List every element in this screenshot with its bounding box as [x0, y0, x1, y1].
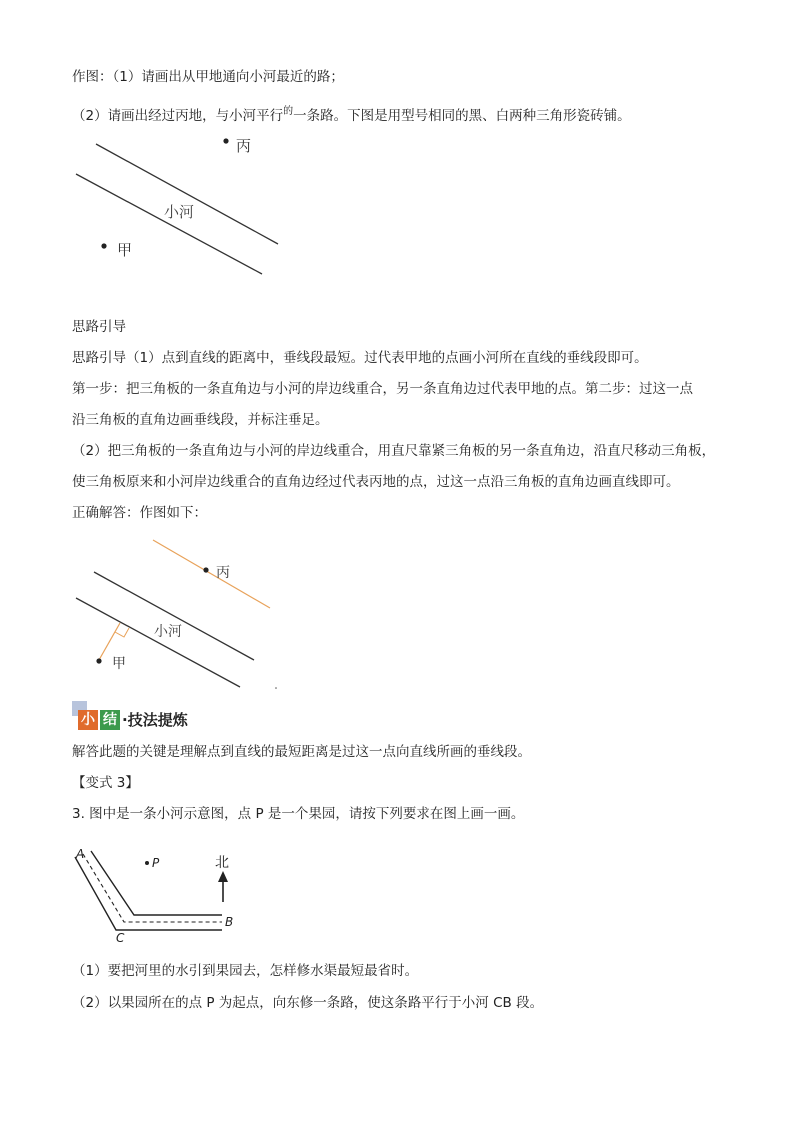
banner-title: ·技法提炼	[122, 711, 188, 729]
question-3: 3. 图中是一条小河示意图，点 P 是一个果园，请按下列要求在图上画一画。	[72, 806, 525, 822]
label-river: 小河	[154, 624, 182, 640]
guide-line-3: 沿三角板的直角边画垂线段，并标注垂足。	[72, 412, 329, 428]
banner-box-1: 小	[78, 710, 98, 730]
question-1-line-1: 作图：（1）请画出从甲地通向小河最近的路；	[72, 69, 344, 85]
question-1-line-2-a: （2）请画出经过丙地，与小河平行	[72, 108, 284, 124]
point-jia	[96, 658, 101, 663]
river-bank-lower	[76, 174, 262, 274]
guide-line-5: 使三角板原来和小河岸边线重合的直角边经过代表丙地的点，过这一点沿三角板的直角边画直线即可。	[72, 474, 680, 490]
question-3-part-1: （1）要把河里的水引到果园去，怎样修水渠最短最省时。	[72, 963, 419, 979]
question-1-line-2-b: 一条路。下图是用型号相同的黑、白两种三角形瓷砖铺。	[293, 108, 631, 124]
superscript-text: 的	[283, 106, 294, 117]
question-3-part-2: （2）以果园所在的点 P 为起点，向东修一条路，使这条路平行于小河 CB 段。	[72, 995, 544, 1011]
label-b: B	[225, 915, 234, 929]
label-bing: 丙	[236, 137, 252, 155]
north-arrow-head	[218, 871, 228, 882]
banner-box-2: 结	[100, 710, 120, 730]
right-angle-mark	[115, 628, 129, 637]
variant-title: 【变式 3】	[72, 775, 139, 791]
point-jia	[101, 243, 106, 248]
label-c: C	[116, 931, 125, 945]
summary-text: 解答此题的关键是理解点到直线的最短距离是过这一点向直线所画的垂线段。	[72, 744, 531, 760]
river-bank-lower	[76, 598, 240, 687]
dot-mark	[275, 687, 277, 689]
label-p: P	[152, 856, 160, 870]
label-river: 小河	[164, 203, 195, 221]
guide-line-2: 第一步：把三角板的一条直角边与小河的岸边线重合，另一条直角边过代表甲地的点。第二步：过这一点	[72, 381, 693, 397]
point-bing	[223, 138, 228, 143]
guide-line-1: 思路引导（1）点到直线的距离中，垂线段最短。过代表甲地的点画小河所在直线的垂线段即可。	[72, 350, 648, 366]
point-p	[145, 861, 149, 865]
answer-line: 正确解答：作图如下：	[72, 505, 207, 521]
figure-river-1	[70, 130, 290, 280]
point-bing	[203, 567, 208, 572]
label-a: A	[76, 847, 85, 861]
perpendicular-segment	[99, 623, 120, 660]
label-jia: 甲	[112, 656, 126, 672]
parallel-road-line	[153, 540, 270, 608]
river-outer-bank	[75, 857, 222, 930]
guide-line-4: （2）把三角板的一条直角边与小河的岸边线重合，用直尺靠紧三角板的另一条直角边，沿直尺移动三角板，	[72, 443, 716, 459]
figure-river-2	[70, 534, 290, 694]
question-1-line-2	[72, 107, 631, 127]
label-bing: 丙	[216, 565, 230, 581]
label-jia: 甲	[117, 241, 133, 259]
guide-title: 思路引导	[72, 319, 126, 335]
river-bank-upper	[96, 144, 278, 244]
figure-river-3	[72, 842, 242, 948]
label-north: 北	[215, 855, 229, 871]
